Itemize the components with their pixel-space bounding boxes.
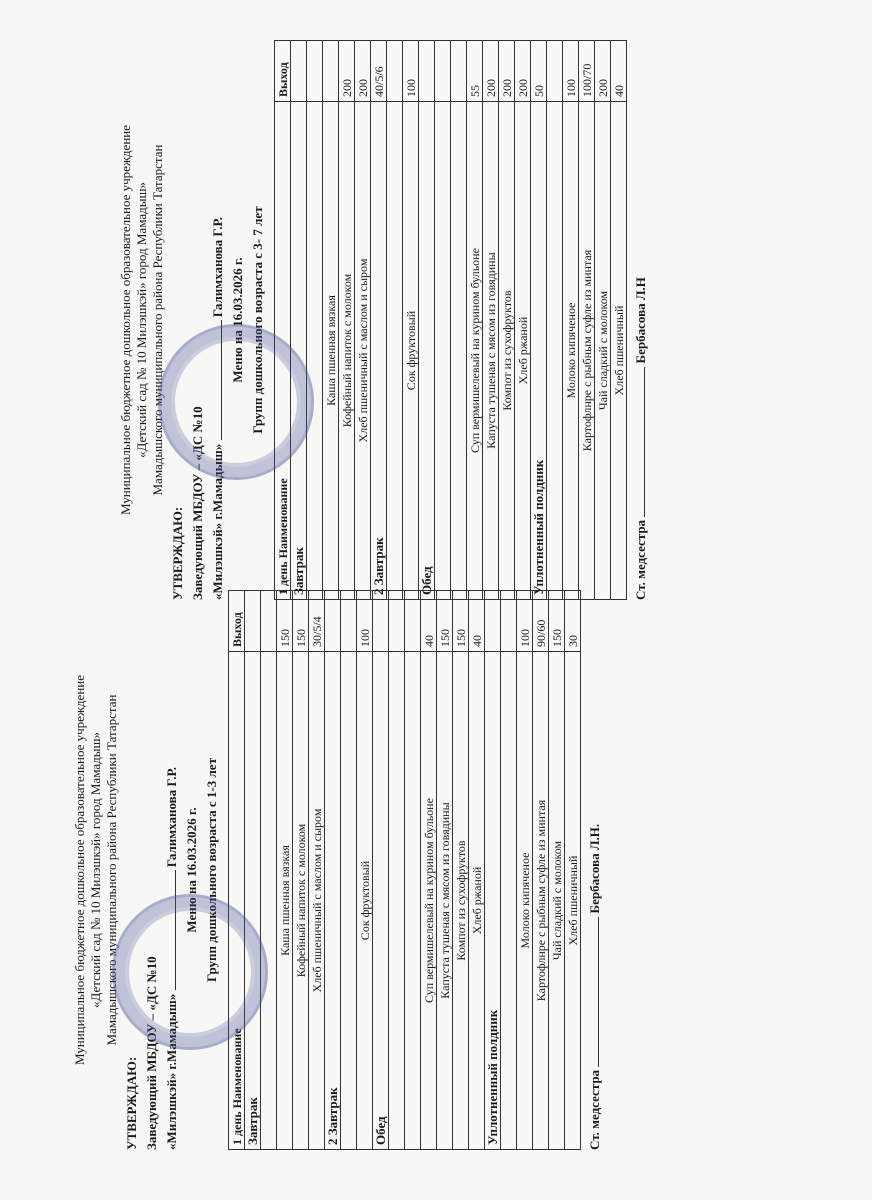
dish-yield: 30 bbox=[565, 591, 581, 652]
menu-item-row bbox=[341, 591, 357, 1150]
dish-yield bbox=[419, 41, 435, 102]
column-header-name: 1 день Наименование bbox=[229, 652, 245, 1150]
dish-yield: 40/5/6 bbox=[371, 41, 387, 102]
dish-yield: 200 bbox=[355, 41, 371, 102]
official-stamp bbox=[112, 894, 268, 1050]
dish-name: Капуста тушеная с мясом из говядины bbox=[483, 102, 499, 600]
dish-name: Молоко кипяченое bbox=[563, 102, 579, 600]
dish-yield: 150 bbox=[453, 591, 469, 652]
dish-yield bbox=[323, 41, 339, 102]
dish-yield: 200 bbox=[595, 41, 611, 102]
dish-name: Хлеб пшеничный bbox=[565, 652, 581, 1150]
menu-item-row bbox=[563, 41, 579, 600]
menu-item-row bbox=[453, 591, 469, 1150]
menu-item-row bbox=[611, 41, 627, 600]
dish-yield: 100 bbox=[357, 591, 373, 652]
menu-section-row bbox=[485, 591, 501, 1150]
dish-name: Хлеб пшеничный bbox=[611, 102, 627, 600]
group-title: Групп дошкольного возраста с 3- 7 лет bbox=[250, 206, 265, 434]
menu-section-row bbox=[245, 591, 261, 1150]
approver-kindergarten: «Милэшкэй» г.Мамадыш» Галимханова Г.Р. bbox=[164, 766, 179, 1150]
nurse-name: Бербасова Л.Н bbox=[633, 277, 648, 364]
institution-line2: «Детский сад № 10 Милэшкэй» город Мамадыш» bbox=[134, 182, 149, 458]
dish-yield: 150 bbox=[549, 591, 565, 652]
menu-item-row bbox=[549, 591, 565, 1150]
dish-name: Хлеб пшеничный с маслом и сыром bbox=[355, 102, 371, 600]
menu-item-row bbox=[483, 41, 499, 600]
dish-yield: 200 bbox=[339, 41, 355, 102]
dish-yield: 150 bbox=[293, 591, 309, 652]
menu-item-row bbox=[405, 591, 421, 1150]
menu-item-row bbox=[437, 591, 453, 1150]
dish-name bbox=[451, 102, 467, 600]
approver-name: Галимханова Г.Р. bbox=[164, 766, 179, 868]
meal-section-name: Завтрак bbox=[245, 652, 261, 1150]
approver-kindergarten: «Милэшкэй» г.Мамадыш» Галимханова Г.Р. bbox=[210, 216, 225, 600]
menu-section-row bbox=[371, 41, 387, 600]
dish-yield: 100/70 bbox=[579, 41, 595, 102]
dish-name: Сок фруктовый bbox=[403, 102, 419, 600]
dish-yield: 50 bbox=[531, 41, 547, 102]
institution-line2: «Детский сад № 10 Милэшкэй» город Мамадыш» bbox=[88, 732, 103, 1008]
dish-name: Кофейный напиток с молоком bbox=[293, 652, 309, 1150]
dish-yield bbox=[547, 41, 563, 102]
dish-yield bbox=[387, 41, 403, 102]
approver-title: Заведующий МБДОУ – «ДС №10 bbox=[190, 406, 205, 600]
meal-section-name: Завтрак bbox=[291, 102, 307, 600]
menu-table bbox=[274, 40, 627, 600]
dish-name: Чай сладкий с молоком bbox=[549, 652, 565, 1150]
menu-item-row bbox=[293, 591, 309, 1150]
dish-yield bbox=[291, 41, 307, 102]
nurse-signature-line bbox=[633, 40, 649, 600]
dish-yield bbox=[451, 41, 467, 102]
dish-name: Каша пшенная вязкая bbox=[277, 652, 293, 1150]
menu-table bbox=[228, 590, 581, 1150]
dish-name bbox=[387, 102, 403, 600]
menu-item-row bbox=[261, 591, 277, 1150]
menu-date-title: Меню на 16.03.2026 г. bbox=[184, 807, 199, 933]
dish-yield: 100 bbox=[403, 41, 419, 102]
menu-section-row bbox=[291, 41, 307, 600]
menu-item-row bbox=[389, 591, 405, 1150]
dish-yield: 40 bbox=[421, 591, 437, 652]
menu-item-row bbox=[435, 41, 451, 600]
dish-yield: 100 bbox=[563, 41, 579, 102]
menu-item-row bbox=[499, 41, 515, 600]
menu-item-row bbox=[533, 591, 549, 1150]
dish-yield bbox=[435, 41, 451, 102]
menu-item-row bbox=[517, 591, 533, 1150]
dish-name bbox=[435, 102, 451, 600]
dish-name: Компот из сухофруктов bbox=[499, 102, 515, 600]
dish-name: Капуста тушеная с мясом из говядины bbox=[437, 652, 453, 1150]
nurse-name: Бербасова Л.Н. bbox=[587, 823, 602, 914]
dish-yield: 150 bbox=[437, 591, 453, 652]
menu-item-row bbox=[309, 591, 325, 1150]
dish-name: Хлеб пшеничный с маслом и сыром bbox=[309, 652, 325, 1150]
menu-item-row bbox=[403, 41, 419, 600]
dish-name: Картофлнре с рыбным суфле из минтая bbox=[579, 102, 595, 600]
dish-yield: 150 bbox=[277, 591, 293, 652]
dish-name: Суп вермишелевый на курином бульоне bbox=[421, 652, 437, 1150]
menu-sheet-1-3 bbox=[72, 590, 602, 1150]
dish-name: Чай сладкий с молоком bbox=[595, 102, 611, 600]
approver-name: Галимханова Г.Р. bbox=[210, 216, 225, 318]
dish-name bbox=[389, 652, 405, 1150]
menu-item-row bbox=[579, 41, 595, 600]
dish-name: Молоко кипяченое bbox=[517, 652, 533, 1150]
official-stamp bbox=[158, 324, 314, 480]
dish-yield: 55 bbox=[467, 41, 483, 102]
menu-sheet-3-7 bbox=[118, 40, 648, 600]
dish-name: Хлеб ржаной bbox=[515, 102, 531, 600]
menu-table-body bbox=[291, 41, 627, 600]
meal-section-name: Уплотненный полдник bbox=[531, 102, 547, 600]
column-header-yield: Выход bbox=[229, 591, 245, 652]
meal-section-name: Обед bbox=[373, 652, 389, 1150]
nurse-label: Ст. медсестра bbox=[633, 519, 648, 600]
meal-section-name: Уплотненный полдник bbox=[485, 652, 501, 1150]
menu-section-row bbox=[325, 591, 341, 1150]
institution-line3: Мамадышского муниципального района Республики Татарстан bbox=[150, 144, 165, 496]
dish-name bbox=[341, 652, 357, 1150]
dish-name: Сок фруктовый bbox=[357, 652, 373, 1150]
menu-item-row bbox=[339, 41, 355, 600]
menu-table-body bbox=[245, 591, 581, 1150]
dish-yield: 100 bbox=[517, 591, 533, 652]
dish-name: Каша пшенная вязкая bbox=[323, 102, 339, 600]
meal-section-name: 2 Завтрак bbox=[371, 102, 387, 600]
dish-yield: 200 bbox=[515, 41, 531, 102]
menu-item-row bbox=[515, 41, 531, 600]
menu-item-row bbox=[357, 591, 373, 1150]
menu-item-row bbox=[421, 591, 437, 1150]
menu-item-row bbox=[277, 591, 293, 1150]
dish-yield bbox=[307, 41, 323, 102]
menu-item-row bbox=[547, 41, 563, 600]
approver-title: Заведующий МБДОУ – «ДС №10 bbox=[144, 956, 159, 1150]
dish-yield: 40 bbox=[469, 591, 485, 652]
dish-name: Суп вермишелевый на курином бульоне bbox=[467, 102, 483, 600]
dish-yield: 200 bbox=[483, 41, 499, 102]
group-title: Групп дошкольного возраста с 1-3 лет bbox=[204, 758, 219, 982]
institution-line1: Муниципальное бюджетное дошкольное образовательное учреждение bbox=[118, 125, 133, 515]
dish-yield: 90/60 bbox=[533, 591, 549, 652]
dish-name: Компот из сухофруктов bbox=[453, 652, 469, 1150]
menu-section-row bbox=[373, 591, 389, 1150]
dish-name: Кофейный напиток с молоком bbox=[339, 102, 355, 600]
menu-item-row bbox=[565, 591, 581, 1150]
dish-name bbox=[307, 102, 323, 600]
menu-item-row bbox=[595, 41, 611, 600]
menu-item-row bbox=[501, 591, 517, 1150]
menu-section-row bbox=[531, 41, 547, 600]
dish-yield: 200 bbox=[499, 41, 515, 102]
menu-item-row bbox=[355, 41, 371, 600]
meal-section-name: Обед bbox=[419, 102, 435, 600]
approve-label: УТВЕРЖДАЮ: bbox=[124, 1056, 139, 1150]
meal-section-name: 2 Завтрак bbox=[325, 652, 341, 1150]
nurse-signature-line bbox=[587, 590, 603, 1150]
dish-name: Картофлнре с рыбным суфле из минтая bbox=[533, 652, 549, 1150]
menu-item-row bbox=[469, 591, 485, 1150]
menu-item-row bbox=[323, 41, 339, 600]
approve-label: УТВЕРЖДАЮ: bbox=[170, 506, 185, 600]
dish-name: Хлеб ржаной bbox=[469, 652, 485, 1150]
menu-item-row bbox=[467, 41, 483, 600]
dish-yield: 40 bbox=[611, 41, 627, 102]
dish-name bbox=[547, 102, 563, 600]
menu-section-row bbox=[419, 41, 435, 600]
column-header-yield: Выход bbox=[275, 41, 291, 102]
menu-item-row bbox=[307, 41, 323, 600]
institution-line3: Мамадышского муниципального района Республики Татарстан bbox=[104, 694, 119, 1046]
dish-yield: 30/5/4 bbox=[309, 591, 325, 652]
dish-name bbox=[501, 652, 517, 1150]
menu-item-row bbox=[387, 41, 403, 600]
dish-name bbox=[405, 652, 421, 1150]
menu-date-title: Меню на 16.03.2026 г. bbox=[230, 257, 245, 383]
column-header-name: 1 день Наименование bbox=[275, 102, 291, 600]
dish-name bbox=[261, 652, 277, 1150]
menu-item-row bbox=[451, 41, 467, 600]
institution-line1: Муниципальное бюджетное дошкольное образовательное учреждение bbox=[72, 675, 87, 1065]
nurse-label: Ст. медсестра bbox=[587, 1069, 602, 1150]
